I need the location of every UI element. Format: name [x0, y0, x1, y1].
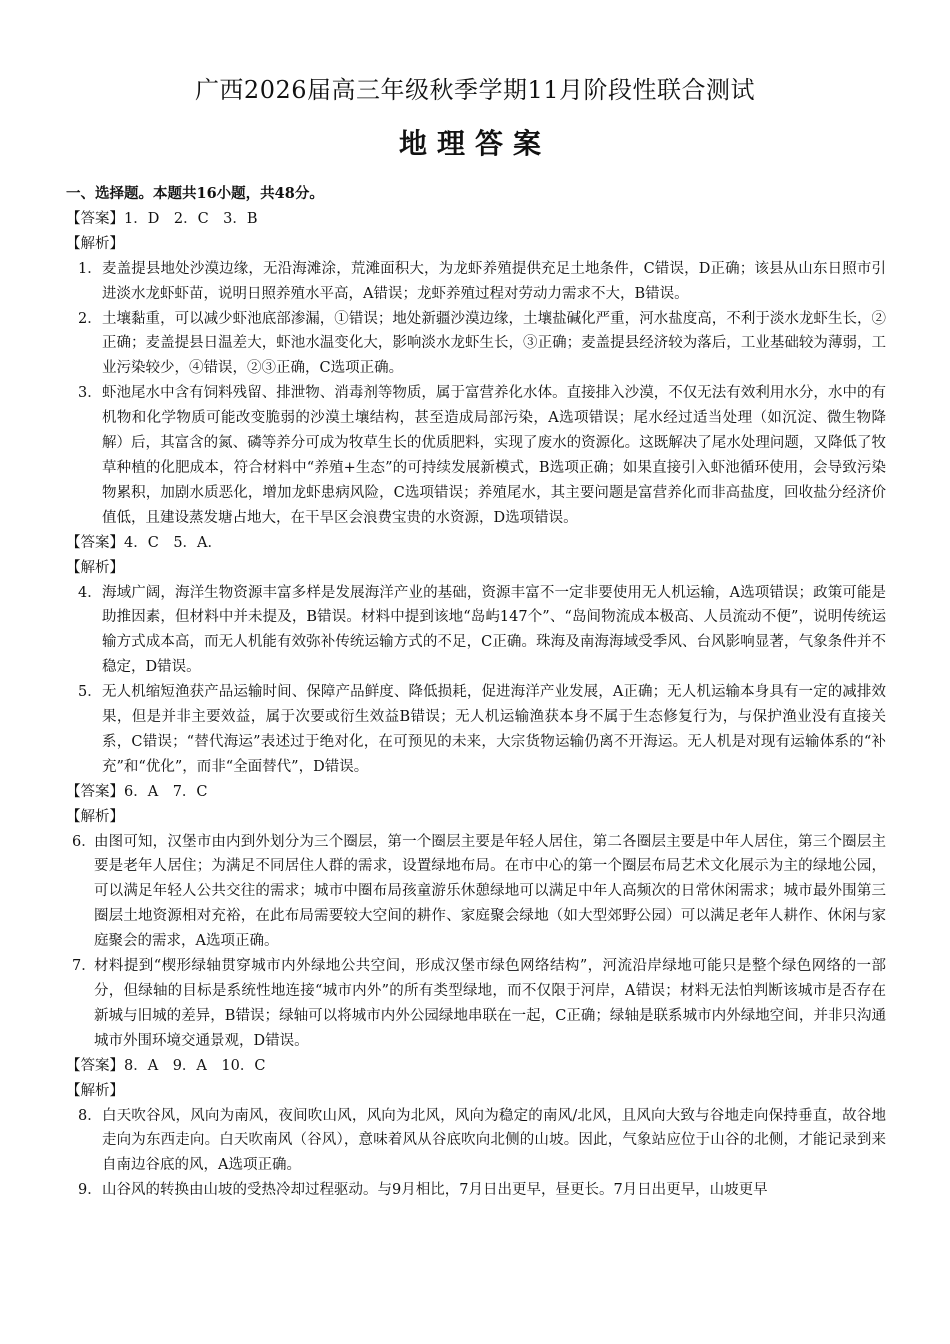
item-text: 麦盖提县地处沙漠边缘，无沿海滩涂，荒滩面积大，为龙虾养殖提供充足土地条件，C错误，D正确；该县从山东日照市引进淡水龙虾虾苗，说明日照养殖水平高，A错误；龙虾养殖过程对劳动力需求不大，B错误。 — [102, 260, 886, 302]
item-text: 山谷风的转换由山坡的受热冷却过程驱动。与9月相比，7月日出更早，昼更长。7月日出更早，山坡更早 — [102, 1182, 768, 1199]
explanation-item — [66, 954, 886, 1054]
item-text: 由图可知，汉堡市由内到外划分为三个圈层，第一个圈层主要是年轻人居住，第二各圈层主要是中年人居住，第三个圈层主要是老年人居住；为满足不同居住人群的需求，设置绿地布局。在市中心的第一个圈层布局艺术文化展示为主的绿地公园，可以满足年轻人公共交往的需求；城市中圈布局孩童游乐休憩绿地可以满足中年人高频次的日常休闲需求；城市最外围第三圈层土地资源相对充裕，在此布局需要较大空间的耕作、家庭聚会绿地（如大型郊野公园）可以满足老年人耕作、休闲与家庭聚会的需求，A选项正确。 — [94, 833, 886, 950]
analysis-label: 【解析】 — [66, 1082, 124, 1099]
item-text: 材料提到“楔形绿轴贯穿城市内外绿地公共空间，形成汉堡市绿色网络结构”，河流沿岸绿地可能只是整个绿色网络的一部分，但绿轴的目标是系统性地连接“城市内外”的所有类型绿地，而不仅限于河岸，A错误；材料无法怕判断该城市是否存在新城与旧城的差异，B错误；绿轴可以将城市内外公园绿地串联在一起，C正确；绿轴是联系城市内外绿地空间，并非只沟通城市外围环境交通景观，D错误。 — [94, 958, 886, 1049]
explanation-item — [66, 680, 886, 780]
item-number: 1． — [78, 260, 102, 277]
explanation-item — [66, 1104, 886, 1179]
answer-line: 【答案】1．D 2．C 3．B — [66, 210, 258, 227]
explanation-item — [66, 830, 886, 955]
item-text: 白天吹谷风，风向为南风，夜间吹山风，风向为北风，风向为稳定的南风/北风，且风向大致与谷地走向保持垂直，故谷地走向为东西走向。白天吹南风（谷风），意味着风从谷底吹向北侧的山坡。因此，气象站应位于山谷的北侧，才能记录到来自南边谷底的风，A选项正确。 — [102, 1107, 886, 1174]
item-number: 8． — [78, 1107, 102, 1124]
answer-content — [66, 182, 886, 1203]
explanation-item — [66, 1178, 886, 1203]
item-text: 无人机缩短渔获产品运输时间、保障产品鲜度、降低损耗，促进海洋产业发展，A正确；无人机运输本身具有一定的减排效果，但是并非主要效益，属于次要或衍生效益B错误；无人机运输渔获本身不属于生态修复行为，与保护渔业没有直接关系，C错误；“替代海运”表述过于绝对化，在可预见的未来，大宗货物运输仍离不开海运。无人机是对现有运输体系的“补充”和“优化”，而非“全面替代”，D错误。 — [102, 684, 886, 775]
item-text: 虾池尾水中含有饲料残留、排泄物、消毒剂等物质，属于富营养化水体。直接排入沙漠，不仅无法有效利用水分，水中的有机物和化学物质可能改变脆弱的沙漠土壤结构，甚至造成局部污染，A选项错误；尾水经过适当处理（如沉淀、微生物降解）后，其富含的氮、磷等养分可成为牧草生长的优质肥料，实现了废水的资源化。这既解决了尾水处理问题，又降低了牧草种植的化肥成本，符合材料中“养殖+生态”的可持续发展新模式，B选项正确；如果直接引入虾池循环使用，会导致污染物累积，加剧水质恶化，增加龙虾患病风险，C选项错误；养殖尾水，其主要问题是富营养化而非高盐度，回收盐分经济价值低，且建设蒸发塘占地大，在干旱区会浪费宝贵的水资源，D选项错误。 — [102, 385, 886, 526]
item-number: 7． — [72, 958, 96, 975]
item-number: 2． — [78, 310, 102, 327]
answer-line: 【答案】4．C 5．A． — [66, 534, 223, 551]
item-text: 海域广阔，海洋生物资源丰富多样是发展海洋产业的基础，资源丰富不一定非要使用无人机运输，A选项错误；政策可能是助推因素，但材料中并未提及，B错误。材料中提到该地“岛屿147个”、“岛间物流成本极高、人员流动不便”，说明传统运输方式成本高，而无人机能有效弥补传统运输方式的不足，C正确。珠海及南海海域受季风、台风影响显著，气象条件并不稳定，D错误。 — [102, 584, 886, 676]
subject-title: 地理答案 — [398, 127, 551, 160]
item-text: 土壤黏重，可以减少虾池底部渗漏，①错误；地处新疆沙漠边缘，土壤盐碱化严重，河水盐度高，不利于淡水龙虾生长，②正确；麦盖提县日温差大，虾池水温变化大，影响淡水龙虾生长，③正确；麦盖提县经济较为落后，工业基础较为薄弱，工业污染较少，④错误，②③正确，C选项正确。 — [102, 310, 886, 377]
explanation-item — [66, 307, 886, 382]
analysis-label: 【解析】 — [66, 559, 124, 576]
exam-title: 广西2026届高三年级秋季学期11月阶段性联合测试 — [194, 76, 756, 104]
explanation-item — [66, 257, 886, 307]
item-number: 4． — [78, 584, 102, 601]
section-heading: 一、选择题。本题共16小题，共48分。 — [66, 185, 324, 202]
item-number: 3． — [78, 385, 102, 402]
item-number: 5． — [78, 684, 102, 701]
answer-line: 【答案】8．A 9．A 10．C — [66, 1057, 266, 1074]
explanation-item — [66, 581, 886, 681]
answer-line: 【答案】6．A 7．C — [66, 783, 208, 800]
item-number: 9． — [78, 1182, 102, 1199]
explanation-item — [66, 381, 886, 530]
analysis-label: 【解析】 — [66, 808, 124, 825]
item-number: 6． — [72, 833, 96, 850]
analysis-label: 【解析】 — [66, 235, 124, 252]
